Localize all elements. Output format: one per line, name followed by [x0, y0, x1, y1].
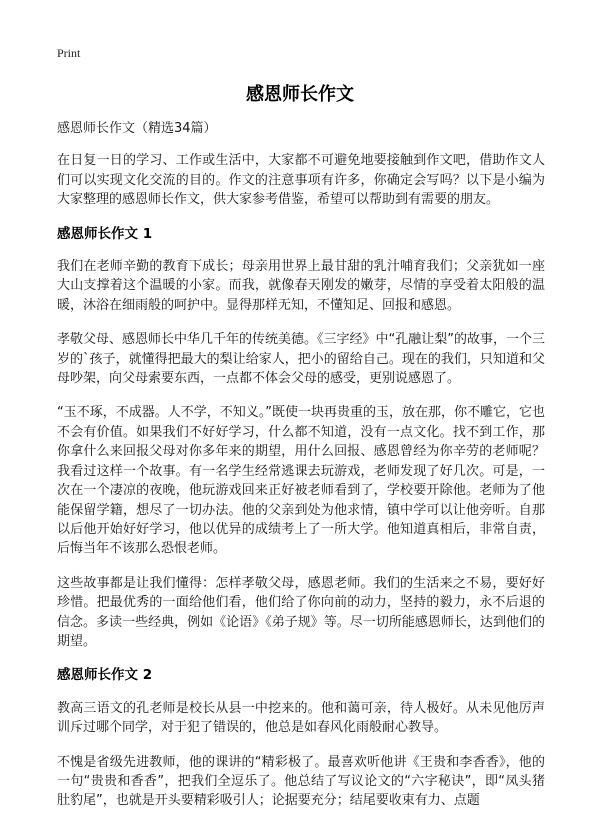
article-body [57, 119, 545, 826]
intro-paragraph: 在日复一日的学习、工作或生活中，大家都不可避免地要接触到作文吧，借助作文人们可以实现文化交流的目的。作文的注意事项有许多，你确定会写吗？以下是小编为大家整理的感恩师长作文，供大家参考借鉴，希望可以帮助到有需要的朋友。 [57, 153, 545, 208]
essay-section [57, 666, 545, 810]
paragraph: 这些故事都是让我们懂得：怎样孝敬父母，感恩老师。我们的生活来之不易，要好好珍惜。把最优秀的一面给他们看，他们给了你向前的动力，坚持的毅力，永不后退的信念。多读一些经典，例如《论语》《弟子规》等。尽一切所能感恩师长，达到他们的期望。 [57, 575, 545, 649]
paragraph: 我们在老师辛勤的教育下成长；母亲用世界上最甘甜的乳汁哺育我们；父亲犹如一座大山支撑着这个温暖的小家。而我，就像春天刚发的嫩芽，尽情的享受着太阳般的温暖，沐浴在细雨般的呵护中。显得那样无知，不懂知足、回报和感恩。 [57, 259, 545, 313]
section-heading: 感恩师长作文 1 [57, 225, 153, 242]
paragraph: 孝敬父母、感恩师长中华几千年的传统美德。《三字经》中“孔融让梨”的故事，一个三岁的`孩子，就懂得把最大的梨让给家人，把小的留给自己。现在的我们，只知道和父母吵架，向父母索要东西，一点都不体会父母的感受，更别说感恩了。 [57, 332, 545, 387]
article-subtitle: 感恩师长作文（精选34篇） [57, 121, 217, 136]
paragraph: 不愧是省级先进教师，他的课讲的“精彩极了。最喜欢听他讲《王贵和李香香》，他的一句“贵贵和香香”，把我们全逗乐了。他总结了写议论文的“六字秘诀”，即“凤头猪肚豹尾”，也就是开头要精彩吸引人；论据要充分；结尾要收束有力、点题 [57, 754, 545, 809]
page-title: 感恩师长作文 [246, 84, 354, 105]
paragraph: 教高三语文的孔老师是校长从县一中挖来的。他和蔼可亲，待人极好。从未见他厉声训斥过哪个同学，对于犯了错误的，他总是如春风化雨般耐心教导。 [57, 700, 545, 736]
print-link[interactable]: Print [57, 46, 81, 60]
section-heading: 感恩师长作文 2 [57, 667, 153, 684]
paragraph: “玉不琢，不成器。人不学，不知义。”既使一块再贵重的玉，放在那，你不雕它，它也不会有价值。如果我们不好好学习，什么都不知道，没有一点文化。找不到工作，那你拿什么来回报父母对你多年来的期望，用什么回报、感恩曾经为你辛劳的老师呢？我看过这样一个故事。有一名学生经常逃课去玩游戏，老师发现了好几次。可是，一次在一个凄凉的夜晚，他玩游戏回来正好被老师看到了，学校要开除他。老师为了他能保留学籍，想尽了一切办法。他的父亲到处为他求情，镇中学可以让他旁听。自那以后他开始好好学习，他以优异的成绩考上了一所大学。他知道真相后，非常自责，后悔当年不该那么恐恨老师。 [57, 405, 545, 557]
essay-section [57, 225, 545, 652]
